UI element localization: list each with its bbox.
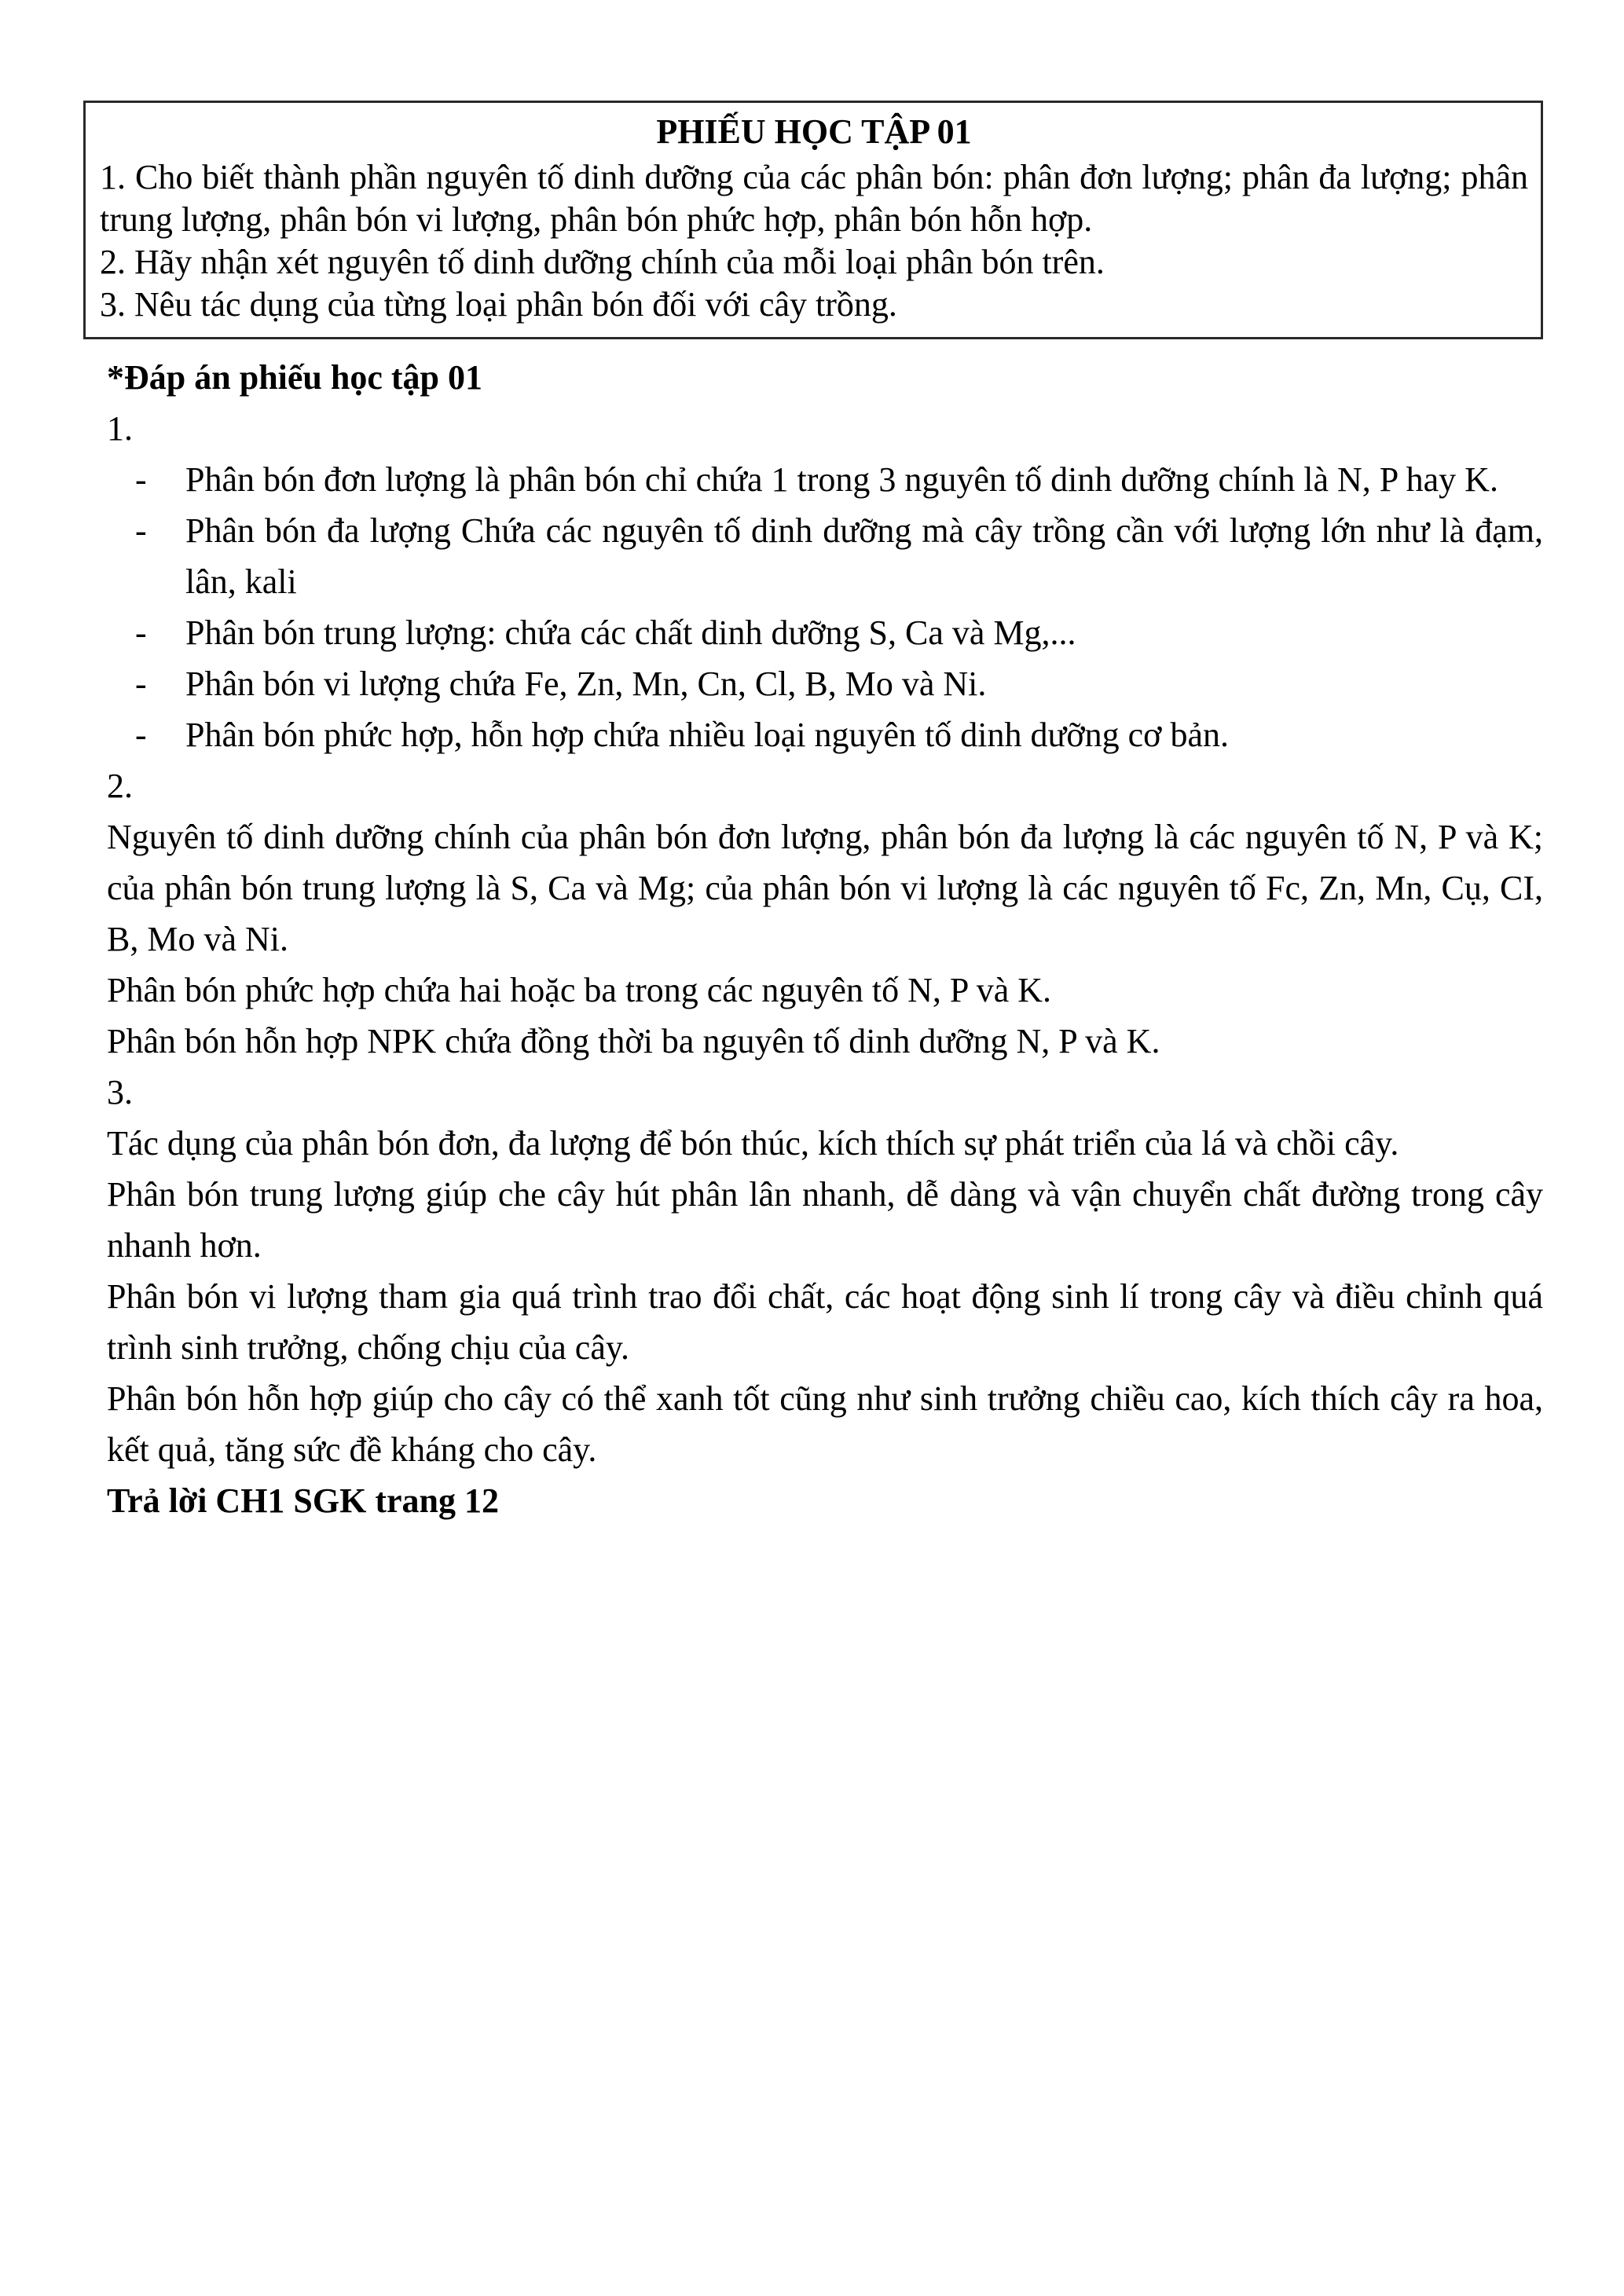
worksheet-title: PHIẾU HỌC TẬP 01 — [656, 112, 972, 151]
answer-paragraph: Phân bón hỗn hợp NPK chứa đồng thời ba nguyên tố dinh dưỡng N, P và K. — [107, 1022, 1160, 1060]
list-item — [107, 709, 1543, 760]
answer-section-1-label: 1. — [107, 409, 133, 448]
answer-section-3-label: 3. — [107, 1073, 133, 1111]
answer-section-2-label: 2. — [107, 767, 133, 805]
dash-marker: - — [135, 460, 147, 499]
answer-paragraph: Tác dụng của phân bón đơn, đa lượng để bón thúc, kích thích sự phát triển của lá và chồi cây. — [107, 1124, 1399, 1163]
document-content — [83, 101, 1543, 1526]
list-item — [107, 607, 1543, 658]
dash-marker: - — [135, 613, 147, 652]
answer-paragraph: Phân bón vi lượng tham gia quá trình trao đổi chất, các hoạt động sinh lí trong cây và điều chỉnh quá trình sinh trưởng, chống chịu của cây. — [107, 1277, 1543, 1367]
dash-marker: - — [135, 716, 147, 754]
worksheet-question-1: 1. Cho biết thành phần nguyên tố dinh dưỡng của các phân bón: phân đơn lượng; phân đa lượng; phân trung lượng, phân bón vi lượng, phân bón phức hợp, phân bón hỗn hợp. — [100, 158, 1528, 239]
list-item-text: Phân bón trung lượng: chứa các chất dinh dưỡng S, Ca và Mg,... — [185, 613, 1076, 652]
answer-1-dash-list — [107, 454, 1543, 760]
list-item-text: Phân bón đơn lượng là phân bón chỉ chứa 1 trong 3 nguyên tố dinh dưỡng chính là N, P hay K. — [185, 460, 1498, 499]
list-item-text: Phân bón phức hợp, hỗn hợp chứa nhiều loại nguyên tố dinh dưỡng cơ bản. — [185, 716, 1229, 754]
worksheet-box — [83, 101, 1543, 339]
dash-marker: - — [135, 511, 147, 550]
answers-heading: *Đáp án phiếu học tập 01 — [107, 358, 483, 397]
answer-paragraph: Phân bón phức hợp chứa hai hoặc ba trong các nguyên tố N, P và K. — [107, 971, 1052, 1009]
answer-paragraph: Phân bón hỗn hợp giúp cho cây có thể xanh tốt cũng như sinh trưởng chiều cao, kích thích cây ra hoa, kết quả, tăng sức đề kháng cho cây. — [107, 1379, 1543, 1469]
list-item-text: Phân bón đa lượng Chứa các nguyên tố dinh dưỡng mà cây trồng cần với lượng lớn như là đạm, lân, kali — [185, 511, 1543, 601]
list-item-text: Phân bón vi lượng chứa Fe, Zn, Mn, Cn, Cl, B, Mo và Ni. — [185, 665, 987, 703]
answers-section — [107, 339, 1543, 1526]
dash-marker: - — [135, 665, 147, 703]
worksheet-question-2: 2. Hãy nhận xét nguyên tố dinh dưỡng chính của mỗi loại phân bón trên. — [100, 243, 1105, 281]
worksheet-question-3: 3. Nêu tác dụng của từng loại phân bón đối với cây trồng. — [100, 285, 897, 324]
list-item — [107, 454, 1543, 505]
list-item — [107, 505, 1543, 607]
answers-footer: Trả lời CH1 SGK trang 12 — [107, 1481, 499, 1520]
answer-paragraph: Phân bón trung lượng giúp che cây hút phân lân nhanh, dễ dàng và vận chuyển chất đường trong cây nhanh hơn. — [107, 1175, 1543, 1265]
answer-paragraph: Nguyên tố dinh dưỡng chính của phân bón đơn lượng, phân bón đa lượng là các nguyên tố N, P và K; của phân bón trung lượng là S, Ca và Mg; của phân bón vi lượng là các nguyên tố Fc, Zn, Mn, Cụ, CI, B, Mo và Ni. — [107, 818, 1543, 958]
list-item — [107, 658, 1543, 709]
